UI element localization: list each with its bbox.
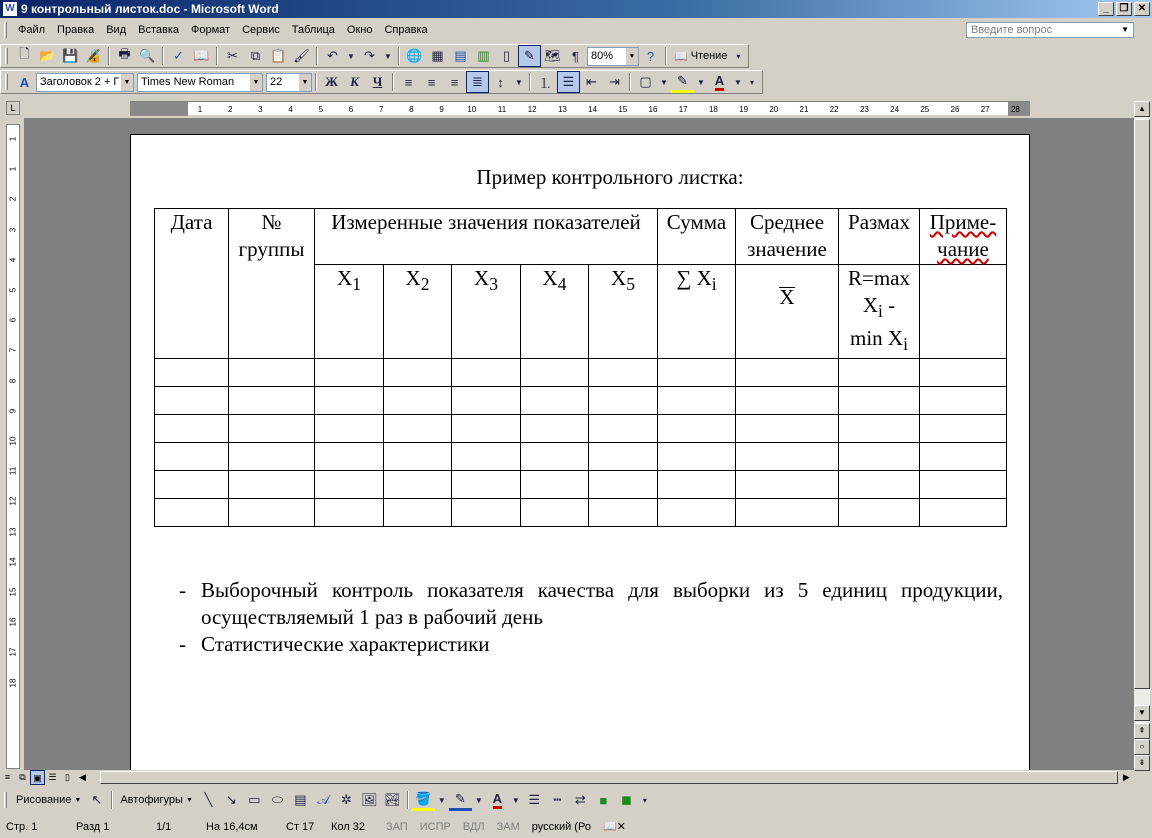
line-spacing-dropdown-icon[interactable]: ▼: [515, 77, 523, 87]
bullets-icon[interactable]: ☰: [557, 71, 580, 93]
scroll-up-icon[interactable]: ▲: [1134, 101, 1150, 117]
menu-view[interactable]: Вид: [106, 24, 127, 36]
fill-color-icon[interactable]: 🪣: [412, 789, 435, 811]
web-view-icon[interactable]: ⧉: [19, 772, 26, 782]
ruler-tick: 21: [799, 105, 809, 114]
line-color-dropdown-icon[interactable]: ▼: [474, 795, 483, 805]
table-cell[interactable]: [452, 387, 521, 415]
word-app-icon[interactable]: W: [3, 2, 17, 16]
ruler-tick: 8: [8, 378, 18, 383]
table-cell[interactable]: [736, 499, 839, 527]
book-icon: 📖: [674, 50, 688, 63]
insert-picture-icon[interactable]: 🏞: [384, 792, 401, 807]
toolbar-grip[interactable]: [5, 48, 8, 64]
table-cell[interactable]: [920, 471, 1007, 499]
select-objects-icon[interactable]: ↖: [91, 792, 103, 807]
ruler-tick: 4: [288, 105, 293, 114]
list-item: - Выборочный контроль показателя качества для выборки из 5 единиц продукции, осуществляемый 1 раз в рабочий день: [179, 578, 1003, 629]
show-hide-icon[interactable]: ¶: [572, 48, 579, 64]
header-mean: Среднее значение: [736, 209, 839, 265]
table-cell[interactable]: [452, 415, 521, 443]
ruler-tick: 1: [197, 105, 203, 114]
numbering-icon[interactable]: ⒈: [538, 75, 552, 91]
ruler-tick: 2: [227, 105, 233, 114]
spelling-icon[interactable]: ✓: [173, 48, 184, 63]
table-cell[interactable]: [658, 499, 736, 527]
vertical-ruler[interactable]: [6, 124, 20, 769]
table-cell[interactable]: [589, 415, 658, 443]
select-browse-object-icon[interactable]: ○: [1134, 739, 1150, 755]
list-item: - Статистические характеристики: [179, 632, 490, 656]
status-extend[interactable]: ВДЛ: [462, 821, 485, 833]
document-page[interactable]: [130, 134, 1030, 770]
redo-dropdown-icon[interactable]: ▼: [384, 51, 392, 61]
chevron-down-icon: ▼: [185, 796, 193, 804]
control-sheet-table[interactable]: [154, 208, 1007, 527]
chevron-down-icon[interactable]: ▼: [625, 48, 638, 65]
copy-icon[interactable]: ⧉: [250, 48, 261, 63]
table-cell[interactable]: [839, 387, 920, 415]
header-date: Дата: [155, 209, 229, 359]
menu-insert[interactable]: Вставка: [138, 24, 180, 36]
toolbar-options-icon[interactable]: ▾: [749, 77, 754, 87]
justify-icon[interactable]: ≣: [466, 71, 489, 93]
table-cell[interactable]: [736, 387, 839, 415]
menu-grip[interactable]: [4, 22, 7, 38]
ruler-tick: 1: [8, 136, 18, 142]
document-map-icon[interactable]: 🗺: [544, 48, 561, 63]
font-color-icon[interactable]: A: [486, 789, 509, 811]
header-x3: $X_3$: [452, 265, 521, 359]
highlight-dropdown-icon[interactable]: ▼: [697, 77, 705, 87]
normal-view-icon[interactable]: ≡: [4, 772, 11, 782]
diagram-icon[interactable]: ✲: [340, 792, 352, 807]
ruler-tick: 18: [8, 678, 18, 688]
ruler-tick: 5: [318, 105, 324, 114]
rectangle-icon[interactable]: ▭: [248, 792, 261, 807]
ruler-tick: 7: [8, 348, 18, 353]
table-cell[interactable]: [521, 471, 589, 499]
table-cell[interactable]: [229, 499, 315, 527]
chevron-down-icon[interactable]: ▼: [1121, 25, 1129, 34]
header-measured: Измеренные значения показателей: [315, 209, 658, 265]
menu-format[interactable]: Формат: [191, 24, 231, 36]
menu-help[interactable]: Справка: [384, 24, 428, 36]
arrow-style-icon[interactable]: ⇄: [574, 792, 586, 807]
line-icon[interactable]: ╲: [204, 792, 213, 807]
table-cell[interactable]: [384, 471, 452, 499]
styles-icon[interactable]: A: [19, 74, 30, 90]
clip-art-icon[interactable]: 🖼: [361, 792, 378, 807]
ruler-tick: 2: [8, 197, 18, 202]
print-icon[interactable]: 🖶: [118, 46, 131, 61]
scroll-thumb[interactable]: [1134, 119, 1150, 689]
header-sum-symbol: ∑ $X_i$: [658, 265, 736, 359]
table-cell[interactable]: [155, 471, 229, 499]
standard-toolbar: [0, 43, 1152, 69]
zoom-select[interactable]: 80% ▼: [587, 47, 639, 66]
table-cell[interactable]: [521, 415, 589, 443]
table-cell[interactable]: [920, 443, 1007, 471]
research-icon[interactable]: 📖: [193, 48, 210, 63]
ruler-tick: 1: [8, 166, 18, 172]
table-cell[interactable]: [920, 499, 1007, 527]
ruler-tick: 23: [859, 105, 869, 114]
drawing-toolbar: [0, 788, 1152, 812]
table-cell[interactable]: [589, 387, 658, 415]
outline-view-icon[interactable]: ☰: [48, 772, 57, 782]
font-color-dropdown-icon[interactable]: ▼: [734, 77, 742, 87]
menu-tools[interactable]: Сервис: [242, 24, 280, 36]
arrow-icon[interactable]: ↘: [225, 792, 237, 807]
ruler-tick: 15: [618, 105, 628, 114]
table-cell[interactable]: [521, 387, 589, 415]
drawing-icon[interactable]: ✎: [518, 45, 541, 67]
table-cell[interactable]: [452, 359, 521, 387]
columns-icon[interactable]: ▯: [502, 48, 511, 63]
chevron-down-icon: ▼: [74, 796, 82, 804]
table-cell[interactable]: [452, 443, 521, 471]
line-color-icon[interactable]: ✎: [449, 789, 472, 811]
undo-icon[interactable]: ↶: [327, 48, 338, 63]
table-cell[interactable]: [155, 359, 229, 387]
table-cell[interactable]: [839, 415, 920, 443]
ruler-tick: 7: [378, 105, 384, 114]
ruler-tick: 9: [8, 408, 18, 414]
scroll-down-icon[interactable]: ▼: [1134, 705, 1150, 721]
drawing-menu-button[interactable]: Рисование ▼: [16, 794, 82, 806]
ruler-tick: 5: [8, 287, 18, 293]
table-cell[interactable]: [839, 499, 920, 527]
highlight-icon[interactable]: ✎: [671, 71, 694, 93]
align-right-icon[interactable]: ≡: [450, 74, 459, 90]
ruler-tick: 14: [8, 557, 18, 567]
table-cell[interactable]: [315, 387, 384, 415]
table-cell[interactable]: [155, 499, 229, 527]
header-mean-symbol: X: [736, 265, 839, 359]
fill-dropdown-icon[interactable]: ▼: [437, 795, 446, 805]
table-cell[interactable]: [920, 359, 1007, 387]
table-cell[interactable]: [521, 443, 589, 471]
italic-button[interactable]: К: [350, 74, 359, 89]
ruler-tick: 10: [467, 105, 477, 114]
status-section: Разд 1: [76, 821, 110, 833]
ruler-tick: 6: [348, 105, 354, 114]
table-cell[interactable]: [155, 387, 229, 415]
table-cell[interactable]: [839, 471, 920, 499]
decrease-indent-icon[interactable]: ⇤: [586, 74, 597, 89]
table-cell[interactable]: [589, 499, 658, 527]
ruler-tick: 25: [920, 105, 930, 114]
table-cell[interactable]: [589, 471, 658, 499]
ruler-tick: 20: [769, 105, 779, 114]
header-x1: $X_1$: [315, 265, 384, 359]
bold-button[interactable]: Ж: [325, 74, 338, 89]
shadow-icon[interactable]: ■: [599, 792, 608, 808]
ruler-tick: 22: [829, 105, 839, 114]
table-cell[interactable]: [658, 387, 736, 415]
ruler-tick: 16: [8, 617, 18, 627]
minimize-button[interactable]: _: [1098, 2, 1114, 16]
previous-page-icon[interactable]: ⇞: [1134, 723, 1150, 739]
table-cell[interactable]: [315, 415, 384, 443]
print-layout-icon[interactable]: ▣: [30, 770, 45, 785]
menu-edit[interactable]: Правка: [57, 24, 95, 36]
close-button[interactable]: ✕: [1134, 2, 1150, 16]
ruler-tick: 19: [739, 105, 749, 114]
hyperlink-icon[interactable]: 🌐: [406, 48, 423, 63]
ruler-tick: 8: [409, 105, 414, 114]
ruler-tick: 6: [8, 317, 18, 323]
status-bar: [0, 816, 1152, 838]
ruler-tick: 14: [588, 105, 598, 114]
ruler-tick: 15: [8, 587, 18, 597]
table-cell[interactable]: [384, 387, 452, 415]
document-area: [24, 118, 1134, 770]
ruler-tick: 13: [8, 527, 18, 537]
font-color-dropdown-icon[interactable]: ▼: [511, 795, 520, 805]
table-cell[interactable]: [384, 415, 452, 443]
next-page-icon[interactable]: ⇟: [1134, 755, 1150, 771]
ruler-tick: 3: [258, 105, 263, 114]
status-position: На 16,4см: [206, 821, 258, 833]
ask-question-input[interactable]: Введите вопрос ▼: [966, 22, 1134, 38]
ruler-tick: 17: [8, 647, 18, 657]
autoshapes-button[interactable]: Автофигуры ▼: [120, 794, 193, 806]
reading-view-icon[interactable]: ▯: [65, 772, 70, 782]
borders-dropdown-icon[interactable]: ▼: [660, 77, 668, 87]
status-page: Стр. 1: [6, 821, 38, 833]
new-document-icon[interactable]: 🗋: [19, 46, 30, 61]
status-line: Ст 17: [286, 821, 315, 833]
table-cell[interactable]: [315, 359, 384, 387]
header-note-empty: [920, 265, 1007, 359]
cut-icon[interactable]: ✂: [227, 48, 238, 63]
wordart-icon[interactable]: 𝒜: [317, 792, 330, 807]
menu-bar: [0, 19, 1152, 41]
3d-icon[interactable]: ◼: [620, 792, 632, 807]
font-select[interactable]: Times New Roman ▼: [137, 73, 263, 92]
header-note: Приме-чание: [920, 209, 1007, 265]
status-column: Кол 32: [331, 821, 365, 833]
line-spacing-icon[interactable]: ↕: [497, 74, 504, 90]
status-track-changes[interactable]: ИСПР: [419, 821, 451, 833]
ruler-tick: 24: [890, 105, 900, 114]
status-record[interactable]: ЗАП: [386, 821, 408, 833]
table-cell[interactable]: [384, 359, 452, 387]
chevron-down-icon[interactable]: ▼: [249, 74, 262, 91]
menu-file[interactable]: Файл: [18, 24, 46, 36]
vertical-scrollbar[interactable]: [1134, 101, 1150, 769]
table-cell[interactable]: [589, 443, 658, 471]
ruler-tick: 26: [950, 105, 960, 114]
redo-icon[interactable]: ↷: [364, 48, 375, 63]
table-cell[interactable]: [736, 415, 839, 443]
menu-window[interactable]: Окно: [346, 24, 373, 36]
table-cell[interactable]: [229, 359, 315, 387]
table-cell[interactable]: [521, 359, 589, 387]
help-icon[interactable]: ?: [646, 48, 655, 64]
status-pages: 1/1: [156, 821, 172, 833]
status-overtype[interactable]: ЗАМ: [496, 821, 520, 833]
table-cell[interactable]: [736, 359, 839, 387]
horizontal-ruler[interactable]: [130, 101, 1030, 115]
ruler-tick: 16: [648, 105, 658, 114]
underline-button[interactable]: Ч: [372, 74, 383, 89]
table-row[interactable]: [155, 415, 1007, 443]
table-cell[interactable]: [736, 443, 839, 471]
insert-table-icon[interactable]: ▤: [454, 48, 467, 63]
table-cell[interactable]: [229, 443, 315, 471]
ruler-tick: 13: [557, 105, 567, 114]
undo-dropdown-icon[interactable]: ▼: [347, 51, 355, 61]
bullet-list: [179, 577, 1003, 658]
header-range: Размах: [839, 209, 920, 265]
permission-icon[interactable]: 🔏: [85, 48, 102, 63]
toolbar-grip[interactable]: [4, 792, 7, 808]
ruler-tick: 18: [708, 105, 718, 114]
table-cell[interactable]: [839, 443, 920, 471]
header-sum: Сумма: [658, 209, 736, 265]
increase-indent-icon[interactable]: ⇥: [609, 74, 620, 89]
table-cell[interactable]: [155, 443, 229, 471]
insert-excel-icon[interactable]: ▥: [477, 48, 490, 63]
table-cell[interactable]: [658, 415, 736, 443]
ruler-tick: 27: [980, 105, 990, 114]
document-heading: Пример контрольного листка:: [476, 165, 744, 189]
paste-icon[interactable]: 📋: [270, 48, 287, 63]
table-cell[interactable]: [658, 359, 736, 387]
horizontal-scrollbar[interactable]: [0, 770, 1134, 785]
table-cell[interactable]: [229, 415, 315, 443]
table-cell[interactable]: [384, 443, 452, 471]
table-cell[interactable]: [315, 443, 384, 471]
table-row[interactable]: [155, 471, 1007, 499]
chevron-down-icon[interactable]: ▼: [120, 74, 133, 91]
table-cell[interactable]: [315, 471, 384, 499]
header-x4: $X_4$: [521, 265, 589, 359]
oval-icon[interactable]: ⬭: [271, 792, 283, 807]
header-x2: $X_2$: [384, 265, 452, 359]
chevron-down-icon[interactable]: ▼: [298, 74, 311, 91]
table-cell[interactable]: [452, 471, 521, 499]
table-row[interactable]: [155, 499, 1007, 527]
table-cell[interactable]: [452, 499, 521, 527]
ruler-tick: 10: [8, 436, 18, 446]
ruler-tick: 28: [1010, 105, 1020, 114]
borders-icon[interactable]: ▢: [639, 74, 652, 89]
save-icon[interactable]: 💾: [62, 48, 79, 63]
header-group: № группы: [229, 209, 315, 359]
table-row[interactable]: [155, 443, 1007, 471]
table-cell[interactable]: [155, 415, 229, 443]
header-range-formula: R=max $X_i$ - $\min X_i$: [839, 265, 920, 359]
table-row[interactable]: [155, 359, 1007, 387]
ruler-tick: 9: [439, 105, 444, 114]
scroll-right-icon[interactable]: ▶: [1123, 772, 1130, 782]
ruler-tick: 11: [497, 105, 507, 114]
header-x5: $X_5$: [589, 265, 658, 359]
ruler-tick: 17: [678, 105, 688, 114]
tables-borders-icon[interactable]: ▦: [431, 48, 444, 63]
tab-selector[interactable]: L: [6, 101, 20, 115]
ruler-tick: 12: [8, 496, 18, 506]
ruler-tick: 11: [8, 467, 18, 476]
table-cell[interactable]: [315, 499, 384, 527]
text-box-icon[interactable]: ▤: [294, 792, 307, 807]
table-cell[interactable]: [839, 359, 920, 387]
ruler-tick: 4: [8, 257, 18, 263]
table-cell[interactable]: [920, 415, 1007, 443]
print-preview-icon[interactable]: 🔍: [139, 48, 156, 63]
open-folder-icon[interactable]: 📂: [39, 48, 56, 63]
table-cell[interactable]: [521, 499, 589, 527]
toolbar-grip[interactable]: [5, 74, 8, 90]
formatting-toolbar: [0, 69, 1152, 95]
spelling-status-icon[interactable]: 📖✕: [602, 821, 626, 833]
table-cell[interactable]: [589, 359, 658, 387]
format-painter-icon[interactable]: 🖌: [293, 48, 310, 63]
status-language[interactable]: русский (Ро: [531, 821, 591, 833]
table-cell[interactable]: [658, 471, 736, 499]
table-cell[interactable]: [658, 443, 736, 471]
line-style-icon[interactable]: ☰: [528, 792, 541, 807]
font-size-select[interactable]: 22 ▼: [266, 73, 312, 92]
align-center-icon[interactable]: ≡: [427, 74, 436, 90]
table-cell[interactable]: [384, 499, 452, 527]
align-left-icon[interactable]: ≡: [404, 74, 413, 90]
horizontal-scroll-thumb[interactable]: [100, 771, 1118, 784]
window-title: 9 контрольный листок.doc - Microsoft Word: [21, 2, 279, 16]
table-cell[interactable]: [736, 471, 839, 499]
read-button[interactable]: 📖 Чтение: [674, 50, 728, 63]
ruler-tick: 3: [8, 227, 18, 232]
dash-style-icon[interactable]: ┅: [553, 792, 562, 807]
style-select[interactable]: Заголовок 2 + Г ▼: [36, 73, 134, 92]
menu-table[interactable]: Таблица: [291, 24, 335, 36]
title-bar: [0, 0, 1152, 18]
scroll-left-icon[interactable]: ◀: [79, 772, 86, 782]
toolbar-options-icon[interactable]: ▾: [736, 51, 741, 61]
table-cell[interactable]: [920, 387, 1007, 415]
table-cell[interactable]: [229, 471, 315, 499]
table-row[interactable]: [155, 387, 1007, 415]
ruler-tick: 12: [527, 105, 537, 114]
table-cell[interactable]: [229, 387, 315, 415]
font-color-icon[interactable]: A: [708, 71, 731, 93]
toolbar-options-icon[interactable]: ▾: [642, 795, 647, 805]
restore-button[interactable]: ❐: [1116, 2, 1132, 16]
